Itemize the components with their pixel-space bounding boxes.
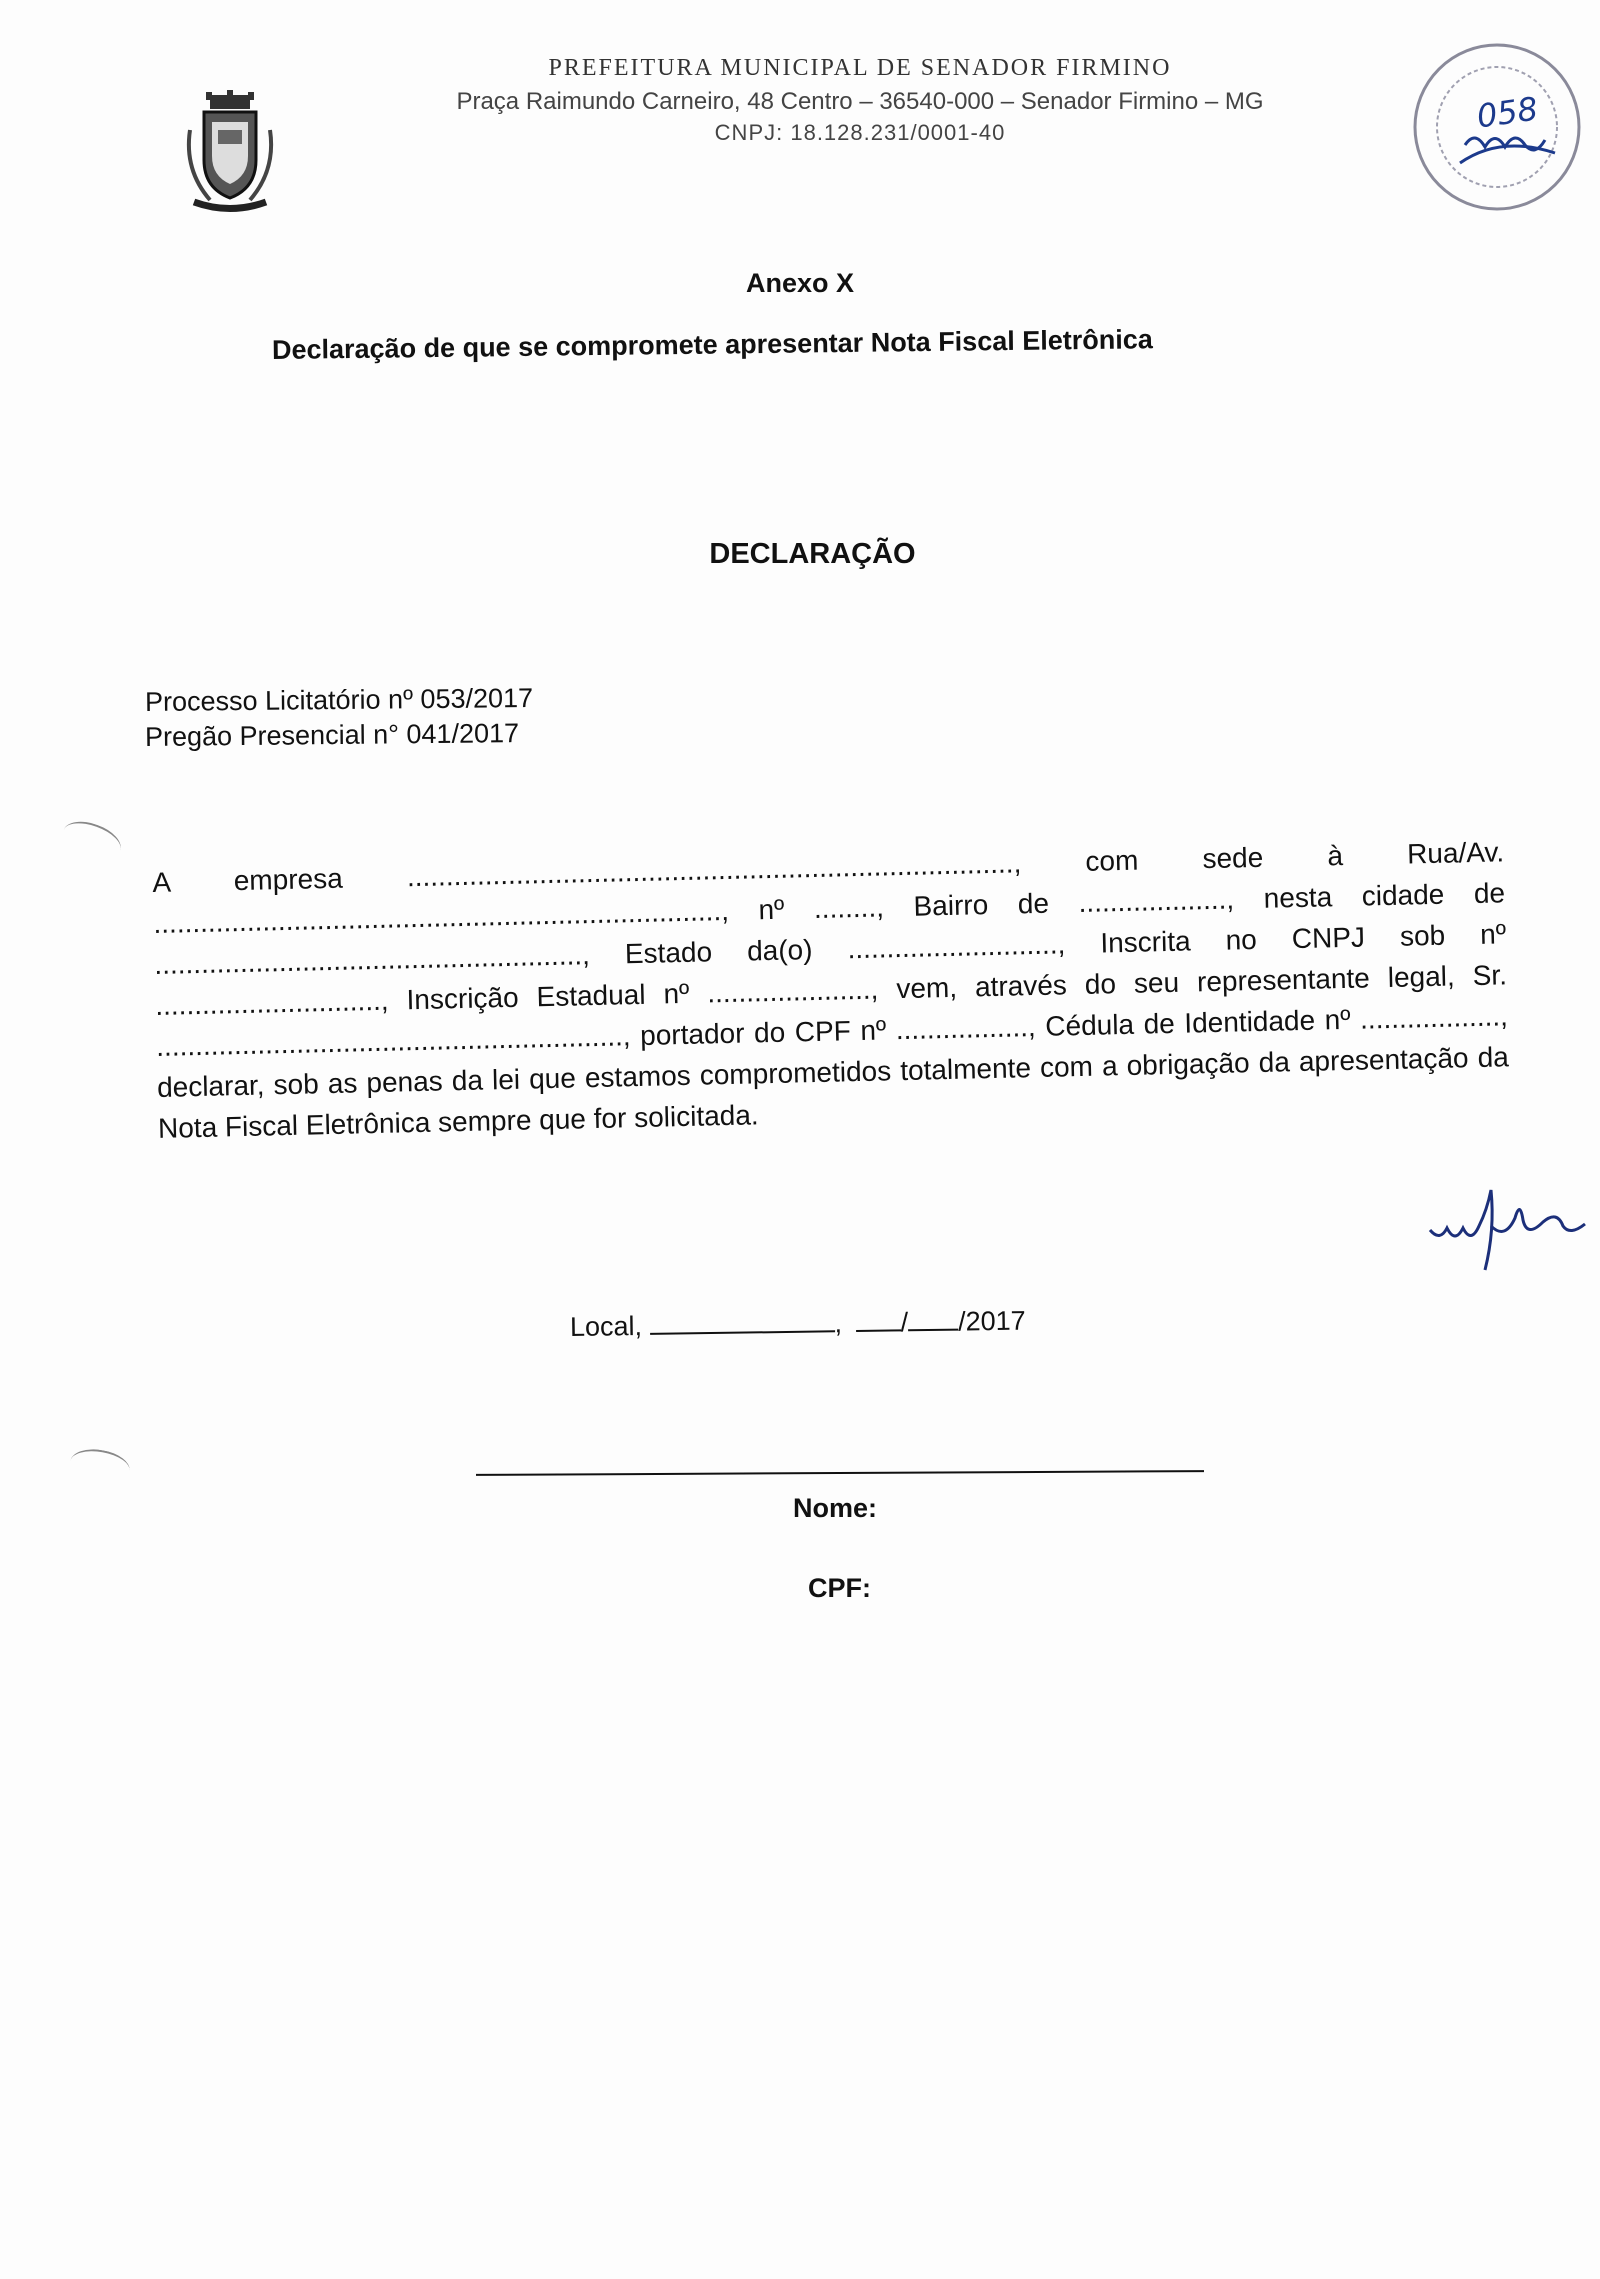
cpf-label: CPF:: [808, 1573, 871, 1603]
process-references: [144, 682, 534, 755]
declaration-heading: DECLARAÇÃO: [709, 538, 916, 570]
stamp-page-number: 058: [1474, 89, 1541, 136]
date-location-line: [570, 1304, 1026, 1343]
declaration-paragraph: A empresa .............................................................................., com sede à Rua/Av. ........................................................................., nº ........, Bairro de ..................., nesta cidade de ......................................................., Estado da(o) ..........................., Inscrita no CNPJ sob nº ............................., Inscrição Estadual nº ....................., vem, através do seu representante legal, Sr. ............................................................, portador do CPF nº ................., Cédula de Identidade nº .................., declarar, sob as penas da lei que estamos comprometidos totalmente com a obrigação da apresentação da Nota Fiscal Eletrônica sempre que for solicitada.: [152, 836, 1510, 1144]
organization-name: PREFEITURA MUNICIPAL DE SENADOR FIRMINO: [548, 55, 1172, 81]
organization-address: Praça Raimundo Carneiro, 48 Centro – 36540-000 – Senador Firmino – MG: [456, 88, 1264, 115]
nome-label: Nome:: [793, 1493, 878, 1523]
date-slash: /: [900, 1307, 909, 1338]
date-year: /2017: [957, 1305, 1026, 1337]
handwritten-initials: [1425, 1170, 1595, 1280]
date-comma: ,: [834, 1308, 843, 1339]
local-label: Local,: [569, 1310, 643, 1342]
month-blank[interactable]: [908, 1305, 958, 1332]
punch-hole-mark-top: [58, 815, 125, 866]
punch-hole-mark-bottom: [68, 1445, 133, 1487]
day-blank[interactable]: [855, 1305, 900, 1332]
processo-licitatorio: Processo Licitatório nº 053/2017: [144, 682, 534, 717]
municipal-crest-icon: [180, 90, 280, 220]
document-subtitle: Declaração de que se compromete apresentar Nota Fiscal Eletrônica: [271, 324, 1153, 365]
local-blank[interactable]: [649, 1306, 834, 1335]
declaration-body: [152, 831, 1510, 1149]
show-through-text-left: [200, 150, 500, 2250]
signature-line[interactable]: [476, 1470, 1204, 1476]
page-number-stamp: [1405, 35, 1590, 220]
pregao-presencial: Pregão Presencial n° 041/2017: [144, 718, 520, 752]
organization-cnpj: CNPJ: 18.128.231/0001-40: [714, 120, 1006, 145]
annex-title: Anexo X: [745, 268, 855, 298]
